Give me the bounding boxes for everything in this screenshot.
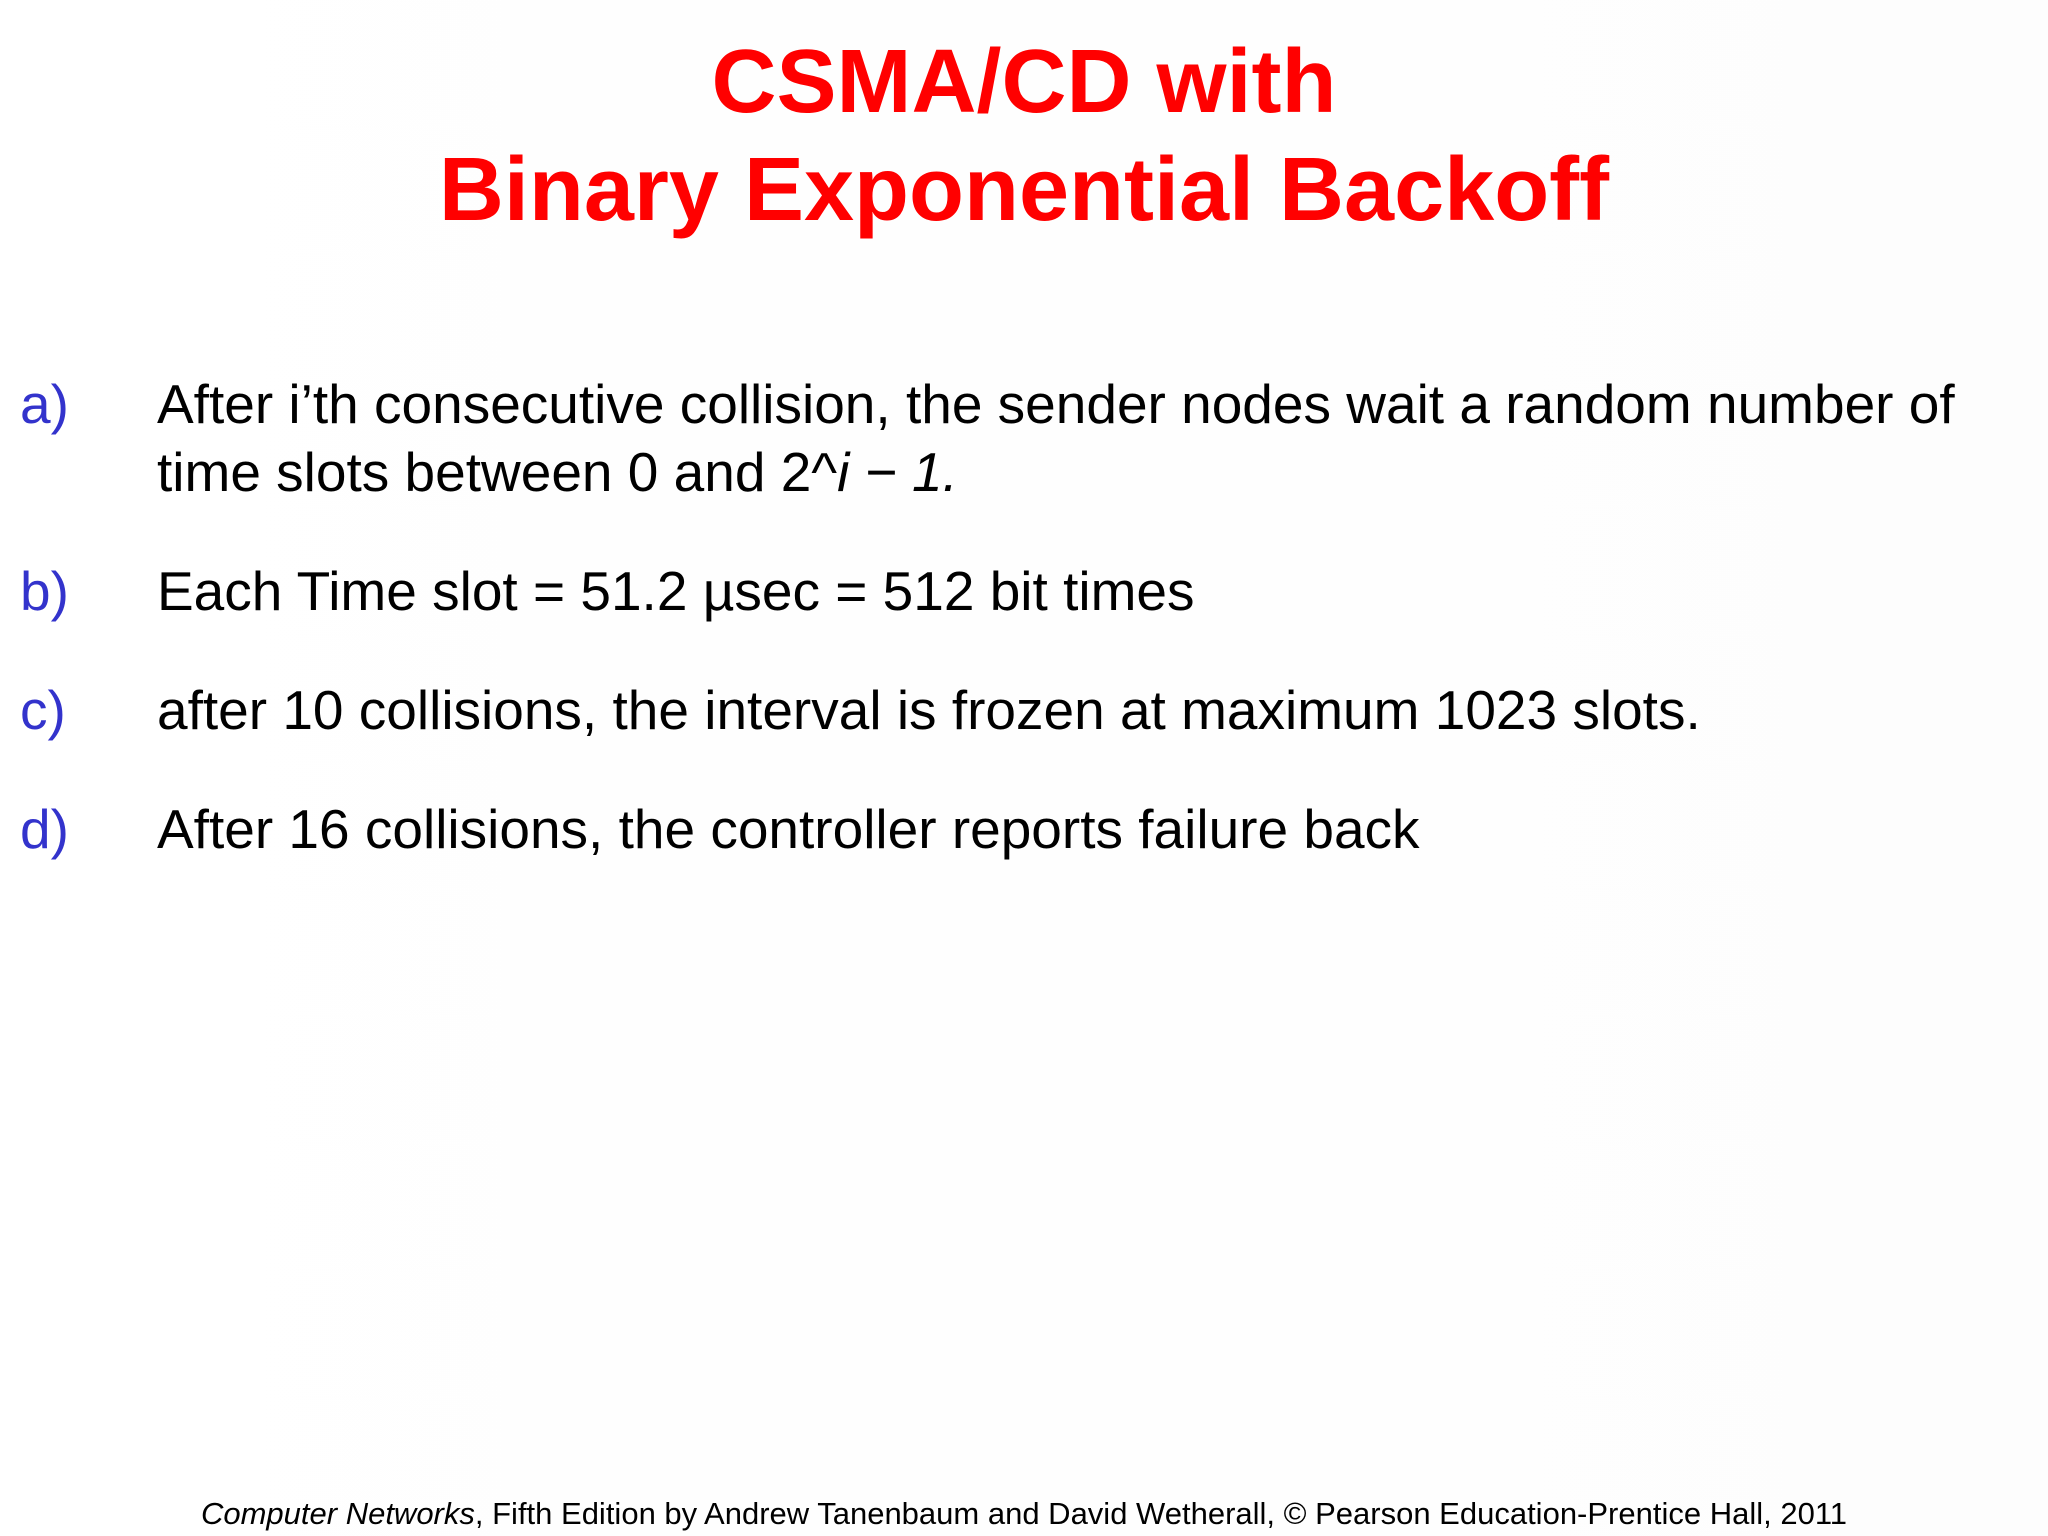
bullet-marker: a) xyxy=(20,373,69,435)
bullet-text-line-1: After i’th consecutive collision, the sender nodes wait a random number of xyxy=(157,373,1955,435)
bullet-text: After 16 collisions, the controller reports failure back xyxy=(157,798,1420,860)
bullet-marker: b) xyxy=(20,560,69,622)
bullet-text: Each Time slot = 51.2 µsec = 512 bit times xyxy=(157,560,1195,622)
slide-title xyxy=(0,28,2048,244)
bullet-text-line-2 xyxy=(157,438,2037,506)
slide-title-line-1: CSMA/CD with xyxy=(711,32,1337,132)
bullet-marker: d) xyxy=(20,798,69,860)
footer-citation-text: , Fifth Edition by Andrew Tanenbaum and David Wetherall, © Pearson Education-Prentice Hall, 2011 xyxy=(474,1496,1848,1531)
footer-book-title: Computer Networks xyxy=(200,1496,475,1531)
slide-footer-citation xyxy=(0,1494,2048,1534)
bullet-marker: c) xyxy=(20,679,66,741)
bullet-text xyxy=(157,370,2037,506)
slide-title-line-2: Binary Exponential Backoff xyxy=(438,140,1610,240)
bullet-text-line-2-prefix: time slots between 0 and 2^ xyxy=(157,441,838,503)
bullet-text-line-2-formula: i − 1. xyxy=(837,441,958,503)
bullet-text: after 10 collisions, the interval is frozen at maximum 1023 slots. xyxy=(157,679,1701,741)
